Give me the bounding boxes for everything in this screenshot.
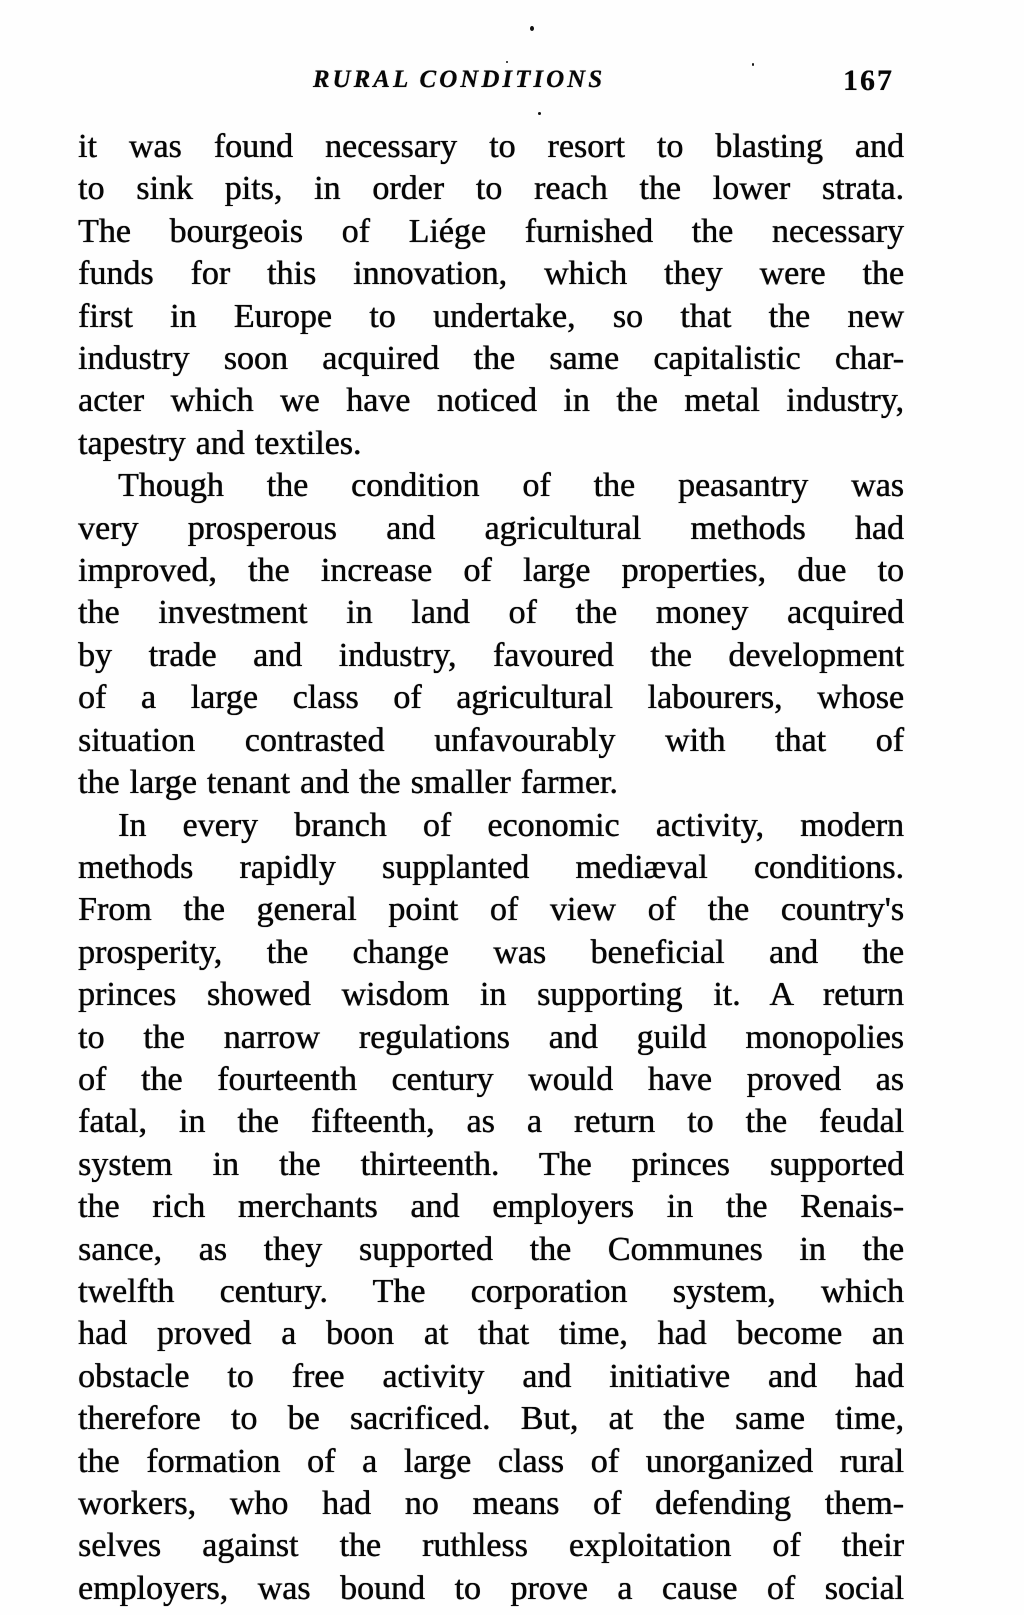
text-line: From the general point of view of the country's xyxy=(78,891,904,929)
text-line: by trade and industry, favoured the development xyxy=(78,636,904,674)
scan-speck xyxy=(538,112,541,115)
scan-speck xyxy=(506,61,508,63)
text-line: the rich merchants and employers in the Renais- xyxy=(78,1188,904,1226)
text-line: acter which we have noticed in the metal industry, xyxy=(78,382,904,420)
text-line: situation contrasted unfavourably with that of xyxy=(78,721,904,759)
text-line: the large tenant and the smaller farmer. xyxy=(78,764,618,802)
text-line: therefore to be sacrificed. But, at the same time, xyxy=(78,1400,904,1438)
page-number: 167 xyxy=(843,64,894,97)
text-line: selves against the ruthless exploitation of their xyxy=(78,1527,904,1565)
text-line: very prosperous and agricultural methods had xyxy=(78,509,904,547)
text-block xyxy=(78,126,904,1610)
text-line: funds for this innovation, which they were the xyxy=(78,255,904,293)
text-line: The bourgeois of Liége furnished the necessary xyxy=(78,212,904,250)
text-line: sance, as they supported the Communes in the xyxy=(78,1230,904,1268)
text-line: In every branch of economic activity, modern xyxy=(118,806,904,844)
text-line: of the fourteenth century would have proved as xyxy=(78,1060,904,1098)
text-line: industry soon acquired the same capitalistic char- xyxy=(78,340,904,378)
text-line: system in the thirteenth. The princes supported xyxy=(78,1145,904,1183)
running-title: RURAL CONDITIONS xyxy=(312,66,606,93)
text-line: it was found necessary to resort to blasting and xyxy=(78,128,904,165)
text-line: methods rapidly supplanted mediæval conditions. xyxy=(78,848,904,886)
text-line: to sink pits, in order to reach the lower strata. xyxy=(78,170,904,208)
scan-speck xyxy=(530,26,534,31)
text-line: improved, the increase of large properties, due to xyxy=(78,552,904,590)
text-line: fatal, in the fifteenth, as a return to the feudal xyxy=(78,1103,904,1141)
text-line: employers, was bound to prove a cause of social xyxy=(78,1569,904,1607)
text-line: had proved a boon at that time, had become an xyxy=(78,1315,904,1353)
text-line: the formation of a large class of unorganized rural xyxy=(78,1442,904,1480)
text-line: twelfth century. The corporation system, which xyxy=(78,1272,904,1310)
text-line: the investment in land of the money acquired xyxy=(78,594,904,632)
text-line: prosperity, the change was beneficial and the xyxy=(78,933,904,971)
text-line: workers, who had no means of defending them- xyxy=(78,1485,904,1522)
text-line: Though the condition of the peasantry was xyxy=(118,467,904,505)
text-line: tapestry and textiles. xyxy=(78,424,362,462)
text-line: first in Europe to undertake, so that the new xyxy=(78,297,904,335)
text-line: to the narrow regulations and guild monopolies xyxy=(78,1018,904,1056)
text-line: of a large class of agricultural labourers, whose xyxy=(78,679,904,717)
text-line: obstacle to free activity and initiative and had xyxy=(78,1357,904,1395)
running-header xyxy=(78,66,904,106)
text-line: princes showed wisdom in supporting it. A return xyxy=(78,976,904,1014)
